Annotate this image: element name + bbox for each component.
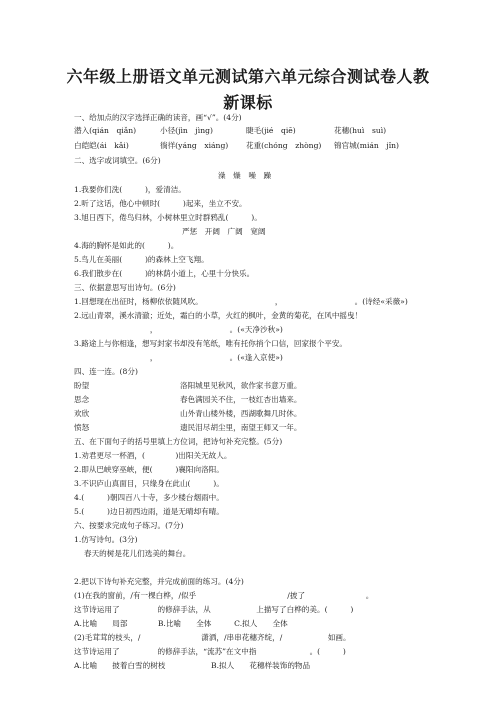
- pinyin-option: 花重(chóng zhòng): [246, 141, 322, 150]
- match-left: 愤怒: [74, 423, 90, 432]
- fill-item: 5.鸟儿在美丽( )的森林上空飞翔。: [74, 255, 209, 264]
- match-right: 春色满园关不住，一枝红杏出墙来。: [180, 395, 302, 404]
- poem-item: 2.远山青翠，溪水清澈；近处，霜白的小草，火红的枫叶，金黄的菊花，在风中摇曳！: [74, 311, 363, 320]
- sample-sentence: 春天的树是花儿们选美的舞台。: [84, 549, 191, 558]
- fill-item: 3.旭日西下，倦鸟归林，小树林里立时群鸦乱( )。: [74, 213, 262, 222]
- pinyin-option: 锦官城(mián jǐn): [334, 141, 400, 150]
- fill-item: 1.我要你们洗( )，爱清洁。: [74, 185, 186, 194]
- option-line: A.比喻 披着白雪的树枝 B.拟人 花穗样装饰的物品: [74, 661, 311, 670]
- exercise-line: 这节诗运用了 的修辞手法，从 上描写了白桦的美。( ): [74, 605, 354, 614]
- question-label: 1.仿写诗句。(3分): [74, 535, 138, 544]
- section2-heading: 二、选字或词填空。(6分): [74, 156, 161, 165]
- direction-item: 3.不识庐山真面目，只缘身在此山( )。: [74, 479, 224, 488]
- pinyin-option: 潜入(qián qiǎn): [74, 126, 137, 135]
- section4-heading: 四、连一连。(8分): [74, 367, 138, 376]
- direction-item: 1.劝君更尽一杯酒，( )出阳关无故人。: [74, 451, 232, 460]
- pinyin-option: 小径(jìn jìng): [160, 126, 213, 135]
- poem-item: ， 。(«天净沙秋»): [74, 325, 283, 334]
- poem-item: ， 。(«逢入京使»): [74, 353, 283, 362]
- match-left: 盼望: [74, 381, 90, 390]
- poem-item: 3.路途上与你相逢，想写封家书却没有笔纸，唯有托你捎个口信，回家报个平安。: [74, 339, 348, 348]
- question-label: 2.把以下诗句补充完整，并完成前面的练习。(4分): [74, 577, 244, 586]
- section1-heading: 一、给加点的汉字选择正确的读音，画“√”。(4分): [74, 113, 242, 122]
- pinyin-option: 白皑皑(ái kǎi): [74, 141, 129, 150]
- exercise-line: 这节诗运用了 的修辞手法，“流苏”在文中指 。( ): [74, 647, 346, 656]
- match-left: 欢欣: [74, 409, 90, 418]
- match-right: 山外青山楼外楼，西湖歌舞几时休。: [180, 409, 302, 418]
- match-right: 遗民泪尽胡尘里，南望王师又一年。: [180, 423, 302, 432]
- direction-item: 2.即从巴峡穿巫峡，便( )襄阳向洛阳。: [74, 465, 224, 474]
- section3-heading: 三、依据意思写出诗句。(6分): [74, 283, 176, 292]
- pinyin-option: 徜徉(yáng xiáng): [160, 141, 229, 150]
- match-right: 洛阳城里见秋风，欲作家书意万重。: [180, 381, 302, 390]
- match-left: 思念: [74, 395, 90, 404]
- section5-heading: 五、在下面句子的括号里填上方位词，把诗句补充完整。(5分): [74, 437, 283, 446]
- document-title-line1: 六年级上册语文单元测试第六单元综合测试卷人教: [66, 67, 430, 86]
- pinyin-option: 睫毛(jié qiē): [246, 126, 296, 135]
- document-title-line2: 新课标: [223, 93, 273, 112]
- section6-heading: 六、按要求完成句子练习。(7分): [74, 521, 184, 530]
- word-choices: 严惩 开阔 广阔 宽阔: [182, 227, 266, 236]
- exercise-line: (2)毛茸茸的枝头，/ 潇洒，/串串花穗齐绽，/ 如画。: [74, 633, 351, 642]
- word-choices: 澡 燥 噪 躁: [218, 171, 272, 180]
- exercise-line: (1)在我的窗前，/有一棵白桦，/似乎 /披了 。: [74, 591, 374, 600]
- fill-item: 4.海的胸怀是如此的( )。: [74, 241, 179, 250]
- option-line: A.比喻 局部 B.比喻 全体 C.拟人 全体: [74, 619, 288, 628]
- direction-item: 5.( )边日初西边雨，道是无晴却有晴。: [74, 507, 224, 516]
- pinyin-option: 花穗(huì suì): [334, 126, 387, 135]
- poem-item: 1.回想现在出征时，杨柳依依随风吹。 ， 。(诗经«采薇»): [74, 297, 408, 306]
- fill-item: 6.我们散步在( )的林荫小道上，心里十分快乐。: [74, 269, 255, 278]
- direction-item: 4.( )朝四百八十寺，多少楼台烟雨中。: [74, 493, 224, 502]
- fill-item: 2.听了这话，他心中顿时( )起来，坐立不安。: [74, 199, 247, 208]
